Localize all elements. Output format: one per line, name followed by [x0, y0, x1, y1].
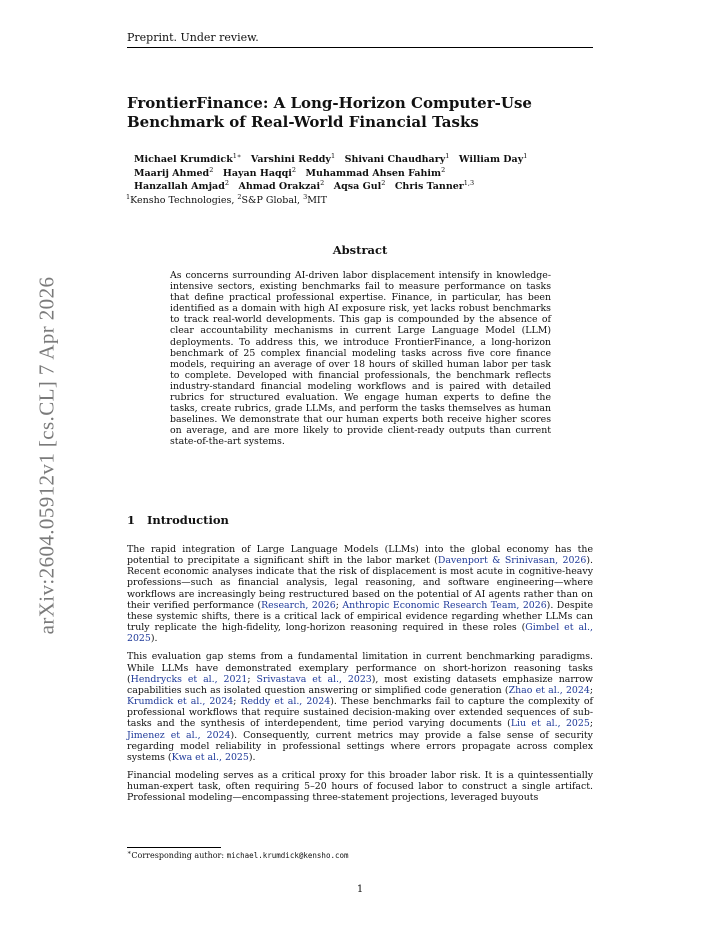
page-number: 1 [356, 884, 364, 895]
author-name: William Day [458, 154, 524, 165]
body-paragraph [127, 770, 593, 803]
affiliation-name: S&P Global, [241, 194, 304, 206]
body-text-run: ). These benchmarks fail to capture the complexity of professional workflows that require sustained decision-making over extended sequences of sub-tasks and the synthesis of interdependent, time period varying documents ( [127, 696, 594, 730]
body-text-run: ; [233, 696, 241, 708]
citation-link[interactable]: Hendrycks et al., 2021 [130, 673, 248, 685]
author-block [126, 151, 604, 207]
citation-link[interactable]: Research, 2026 [261, 599, 336, 611]
citation-link[interactable]: Reddy et al., 2024 [240, 696, 331, 708]
abstract-text: As concerns surrounding AI-driven labor displacement intensify in knowledge-intensive sectors, existing benchmarks fail to measure performance on tasks that define practical professional expertise. Finance, in particular, has been identified as a domain with high AI exposure risk, yet lacks robust benchmarks to track real-world developments. This gap is compounded by the absence of clear accountability mechanisms in current Large Language Model (LLM) deployments. To address this, we introduce FrontierFinance, a long-horizon benchmark of 25 complex financial modeling tasks across five core finance models, requiring an average of over 18 hours of skilled human labor per task to complete. Developed with financial professionals, the benchmark reflects industry-standard financial modeling workflows and is paired with detailed rubrics for structured evaluation. We engage human experts to define the tasks, create rubrics, grade LLMs, and perform the tasks themselves as human baselines. We demonstrate that our human experts both receive higher scores on average, and are more likely to provide client-ready outputs than current state-of-the-art systems. [170, 270, 551, 448]
body-paragraph [127, 651, 593, 763]
body-text-run: ; [589, 718, 593, 730]
footnote-mark: ∗ [127, 848, 132, 857]
footnote-email[interactable]: michael.krumdick@kensho.com [226, 851, 349, 860]
author-affiliation-mark: 2 [320, 178, 325, 187]
section-number: 1 [127, 513, 136, 527]
citation-link[interactable]: Zhao et al., 2024 [508, 684, 590, 696]
body-text-run: The rapid integration of Large Language Models (LLMs) into the global economy has the potential to precipitate a significant shift in the labor market ( [127, 544, 593, 567]
body-text-run: ; [247, 673, 257, 685]
author-name: Varshini Reddy [250, 154, 331, 165]
footnote [127, 850, 593, 861]
section-heading [127, 513, 593, 527]
author-affiliation-mark: 2 [441, 165, 446, 174]
affiliation-mark: 2 [237, 192, 242, 201]
paper-title: FrontierFinance: A Long-Horizon Computer-Use Benchmark of Real-World Financial Tasks [127, 94, 532, 131]
author-row-3 [134, 180, 604, 194]
affiliation-name: MIT [307, 194, 328, 206]
author-row-1 [134, 153, 604, 167]
body-text-run: ; [335, 599, 343, 611]
abstract-heading: Abstract [332, 243, 388, 257]
author-name: Michael Krumdick [134, 154, 233, 165]
author-affiliation-mark: 1∗ [232, 151, 242, 160]
body-text-run: ). [248, 751, 256, 763]
citation-link[interactable]: Srivastava et al., 2023 [256, 673, 372, 685]
affiliation-mark: 1 [126, 192, 131, 201]
section-title: Introduction [147, 513, 229, 527]
author-affiliation-mark: 1 [330, 151, 336, 160]
footnote-label: Corresponding author: [131, 851, 227, 860]
body-text-run: Financial modeling serves as a critical proxy for this broader labor risk. It is a quintessentially human-expert task, often requiring 5–20 hours of focused labor to construct a single artifact. Professional modeling—encompassing three-statement projections, leveraged buyouts [127, 769, 593, 804]
affiliations [126, 194, 604, 208]
body-text-run: ). Despite these systemic shifts, there is a critical lack of empirical evidence regarding whether LLMs can truly replicate the high-fidelity, long-horizon reasoning required in these roles ( [127, 599, 594, 634]
citation-link[interactable]: Kwa et al., 2025 [171, 751, 249, 763]
body-text-run: ). Consequently, current metrics may provide a false sense of security regarding model reliability in professional settings where errors propagate across complex systems ( [127, 729, 593, 763]
author-affiliation-mark: 1 [445, 151, 450, 160]
author-name: Shivani Chaudhary [344, 154, 446, 165]
running-header: Preprint. Under review. [127, 30, 593, 48]
arxiv-id: arXiv:2604.05912v1 [cs.CL] 7 Apr 2026 [34, 276, 59, 634]
author-affiliation-mark: 2 [209, 165, 214, 174]
author-name: Muhammad Ahsen Fahim [305, 167, 442, 179]
citation-link[interactable]: Liu et al., 2025 [510, 718, 590, 730]
citation-link[interactable]: Anthropic Economic Research Team, 2026 [342, 599, 547, 611]
citation-link[interactable]: Krumdick et al., 2024 [127, 696, 234, 708]
body-text [127, 544, 593, 810]
body-paragraph [127, 544, 593, 644]
author-affiliation-mark: 1 [523, 151, 528, 160]
arxiv-watermark [32, 265, 62, 645]
author-affiliation-mark: 2 [291, 165, 297, 174]
citation-link[interactable]: Davenport & Srinivasan, 2026 [437, 555, 587, 567]
author-name: Aqsa Gul [333, 181, 382, 192]
body-text-run: ). [150, 633, 158, 645]
author-affiliation-mark: 2 [381, 178, 386, 187]
author-name: Ahmad Orakzai [238, 181, 321, 192]
footnote-rule [127, 847, 221, 848]
author-name: Hayan Haqqi [222, 167, 292, 179]
author-affiliation-mark: 1,3 [463, 178, 475, 187]
body-text-run: ). Recent economic analyses indicate that the risk of displacement is most acute in cognitive-heavy professions—such as financial analysis, legal reasoning, and software engineering—where workflows are increasingly being restructured based on the potential of AI agents rather than on their verified performance ( [127, 555, 593, 611]
affiliation-mark: 3 [303, 192, 308, 201]
author-row-2 [134, 167, 604, 181]
citation-link[interactable]: Gimbel et al., 2025 [127, 622, 593, 645]
citation-link[interactable]: Jimenez et al., 2024 [127, 729, 231, 741]
body-text-run: ; [589, 684, 593, 696]
author-name: Hanzallah Amjad [134, 181, 225, 192]
body-text-run: This evaluation gap stems from a fundamental limitation in current benchmarking paradigms. While LLMs have demonstrated exemplary performance on short-horizon reasoning tasks ( [127, 651, 593, 685]
author-name: Chris Tanner [394, 181, 464, 192]
affiliation-name: Kensho Technologies, [130, 194, 238, 206]
author-affiliation-mark: 2 [224, 178, 229, 187]
author-name: Maarij Ahmed [134, 167, 210, 179]
body-text-run: ), most existing datasets emphasize narrow capabilities such as isolated question answering or simplified code generation ( [127, 673, 594, 696]
